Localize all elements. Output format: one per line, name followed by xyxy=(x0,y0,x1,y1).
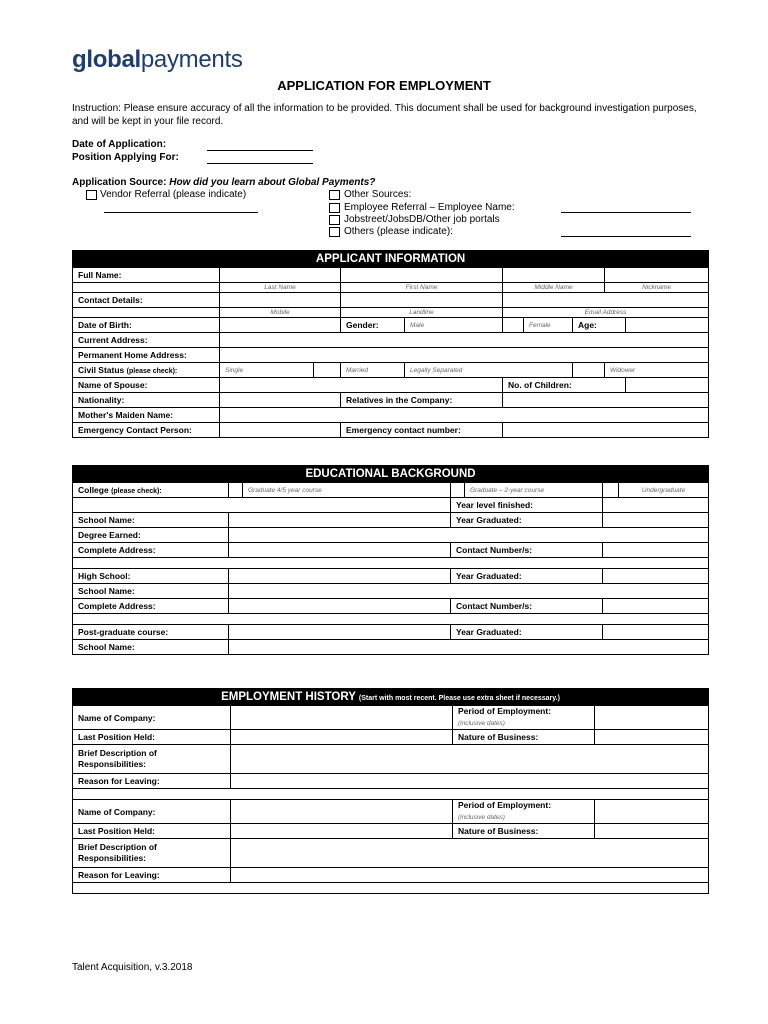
separated-option[interactable]: Legally Separated xyxy=(405,363,573,378)
position-label: Position Applying For: xyxy=(72,152,179,163)
company-logo: globalpayments xyxy=(72,46,243,73)
others-checkbox[interactable] xyxy=(329,227,340,237)
female-option[interactable]: Female xyxy=(524,318,573,333)
nature-label-1: Nature of Business: xyxy=(453,730,595,745)
vendor-referral-label: Vendor Referral (please indicate) xyxy=(100,189,247,200)
age-label: Age: xyxy=(573,318,626,333)
full-name-label: Full Name: xyxy=(73,268,220,283)
reason-label-2: Reason for Leaving: xyxy=(73,868,231,883)
company-cell-2[interactable] xyxy=(231,800,453,824)
vendor-referral-checkbox[interactable] xyxy=(86,190,97,200)
date-of-application-label: Date of Application: xyxy=(72,139,167,150)
dob-label: Date of Birth: xyxy=(73,318,220,333)
pg-year-graduated-label: Year Graduated: xyxy=(451,625,603,640)
employee-name-field[interactable] xyxy=(561,212,691,213)
landline-cell[interactable] xyxy=(341,293,503,308)
nature-label-2: Nature of Business: xyxy=(453,824,595,839)
maiden-name-label: Mother's Maiden Name: xyxy=(73,408,220,423)
email-caption: Email Address xyxy=(503,308,709,318)
college-contact-cell[interactable] xyxy=(603,543,709,558)
hs-contact-cell[interactable] xyxy=(603,599,709,614)
children-cell[interactable] xyxy=(626,378,709,393)
children-label: No. of Children: xyxy=(503,378,626,393)
first-name-cell[interactable] xyxy=(341,268,503,283)
employment-header: EMPLOYMENT HISTORY (Start with most recent. Please use extra sheet if necessary.) xyxy=(73,689,709,706)
period-cell-2[interactable] xyxy=(595,800,709,824)
hs-school-name-label: School Name: xyxy=(73,584,229,599)
position-label-2: Last Position Held: xyxy=(73,824,231,839)
period-cell-1[interactable] xyxy=(595,706,709,730)
educational-background-table xyxy=(72,465,709,655)
nickname-caption: Nickname xyxy=(605,283,709,293)
year-level-cell[interactable] xyxy=(603,498,709,513)
degree-earned-label: Degree Earned: xyxy=(73,528,229,543)
relatives-label: Relatives in the Company: xyxy=(341,393,503,408)
company-label-1: Name of Company: xyxy=(73,706,231,730)
date-of-application-field[interactable] xyxy=(207,150,313,151)
employee-referral-label: Employee Referral – Employee Name: xyxy=(344,202,515,213)
married-option[interactable]: Married xyxy=(341,363,405,378)
post-grad-cell[interactable] xyxy=(229,625,451,640)
emergency-number-cell[interactable] xyxy=(503,423,709,438)
jobstreet-checkbox[interactable] xyxy=(329,215,340,225)
college-label: College (please check): xyxy=(73,483,229,498)
nickname-cell[interactable] xyxy=(605,268,709,283)
college-contact-label: Contact Number/s: xyxy=(451,543,603,558)
applicant-information-table xyxy=(72,250,709,438)
position-label-1: Last Position Held: xyxy=(73,730,231,745)
application-source-label: Application Source: How did you learn about Global Payments? xyxy=(72,177,376,188)
college-year-graduated-cell[interactable] xyxy=(603,513,709,528)
hs-address-label: Complete Address: xyxy=(73,599,229,614)
post-grad-label: Post-graduate course: xyxy=(73,625,229,640)
spouse-label: Name of Spouse: xyxy=(73,378,220,393)
responsibilities-cell-2[interactable] xyxy=(231,839,709,868)
first-name-caption: First Name xyxy=(341,283,503,293)
grad45-option[interactable]: Graduate 4/5 year course xyxy=(243,483,451,498)
widower-option[interactable]: Widower xyxy=(605,363,709,378)
degree-earned-cell[interactable] xyxy=(229,528,709,543)
others-field[interactable] xyxy=(561,236,691,237)
year-level-label: Year level finished: xyxy=(451,498,603,513)
pg-school-name-cell[interactable] xyxy=(229,640,709,655)
male-check-cell[interactable] xyxy=(503,318,524,333)
pg-school-name-label: School Name: xyxy=(73,640,229,655)
employee-referral-checkbox[interactable] xyxy=(329,203,340,213)
reason-cell-1[interactable] xyxy=(231,774,709,789)
company-cell-1[interactable] xyxy=(231,706,453,730)
instruction-text: Instruction: Please ensure accuracy of all the information to be provided. This document shall be used for background investigation purposes, and will be kept in your file record. xyxy=(72,103,697,127)
hs-year-graduated-cell[interactable] xyxy=(603,569,709,584)
emergency-person-label: Emergency Contact Person: xyxy=(73,423,220,438)
last-name-caption: Last Name xyxy=(220,283,341,293)
maiden-name-cell[interactable] xyxy=(220,408,709,423)
college-address-label: Complete Address: xyxy=(73,543,229,558)
emergency-number-label: Emergency contact number: xyxy=(341,423,503,438)
landline-caption: Landline xyxy=(341,308,503,318)
current-address-cell[interactable] xyxy=(220,333,709,348)
pg-year-graduated-cell[interactable] xyxy=(603,625,709,640)
spouse-cell[interactable] xyxy=(220,378,503,393)
grad2-check-cell[interactable] xyxy=(451,483,465,498)
last-name-cell[interactable] xyxy=(220,268,341,283)
others-label: Others (please indicate): xyxy=(344,226,453,237)
hs-address-cell[interactable] xyxy=(229,599,451,614)
college-address-cell[interactable] xyxy=(229,543,451,558)
mobile-caption: Mobile xyxy=(220,308,341,318)
nationality-cell[interactable] xyxy=(220,393,341,408)
current-address-label: Current Address: xyxy=(73,333,220,348)
company-label-2: Name of Company: xyxy=(73,800,231,824)
grad2-option[interactable]: Graduate – 2-year course xyxy=(465,483,603,498)
college-school-name-label: School Name: xyxy=(73,513,229,528)
page-title: APPLICATION FOR EMPLOYMENT xyxy=(277,78,491,93)
responsibilities-cell-1[interactable] xyxy=(231,745,709,774)
civil-status-label: Civil Status (please check): xyxy=(73,363,220,378)
permanent-address-label: Permanent Home Address: xyxy=(73,348,220,363)
high-school-label: High School: xyxy=(73,569,229,584)
single-option[interactable]: Single xyxy=(220,363,314,378)
high-school-cell[interactable] xyxy=(229,569,451,584)
dob-cell[interactable] xyxy=(220,318,341,333)
grad45-check-cell[interactable] xyxy=(229,483,243,498)
employment-history-table xyxy=(72,688,709,894)
period-label-2: Period of Employment: (inclusive dates) xyxy=(453,800,595,824)
gender-label: Gender: xyxy=(341,318,405,333)
contact-details-label: Contact Details: xyxy=(73,293,220,308)
middle-name-cell[interactable] xyxy=(503,268,605,283)
education-header: EDUCATIONAL BACKGROUND xyxy=(73,466,709,483)
permanent-address-cell[interactable] xyxy=(220,348,709,363)
college-school-name-cell[interactable] xyxy=(229,513,451,528)
college-year-graduated-label: Year Graduated: xyxy=(451,513,603,528)
mobile-cell[interactable] xyxy=(220,293,341,308)
position-cell-1[interactable] xyxy=(231,730,453,745)
hs-contact-label: Contact Number/s: xyxy=(451,599,603,614)
vendor-referral-field[interactable] xyxy=(104,212,258,213)
middle-name-caption: Middle Name xyxy=(503,283,605,293)
other-sources-checkbox[interactable] xyxy=(329,190,340,200)
hs-school-name-cell[interactable] xyxy=(229,584,709,599)
reason-cell-2[interactable] xyxy=(231,868,709,883)
applicant-info-header: APPLICANT INFORMATION xyxy=(73,251,709,268)
footer-text: Talent Acquisition, v.3.2018 xyxy=(72,962,193,973)
jobstreet-label: Jobstreet/JobsDB/Other job portals xyxy=(344,214,500,225)
hs-year-graduated-label: Year Graduated: xyxy=(451,569,603,584)
undergrad-option[interactable]: Undergraduate xyxy=(619,483,709,498)
relatives-cell[interactable] xyxy=(503,393,709,408)
period-label-1: Period of Employment: (inclusive dates) xyxy=(453,706,595,730)
position-cell-2[interactable] xyxy=(231,824,453,839)
nature-cell-2[interactable] xyxy=(595,824,709,839)
nature-cell-1[interactable] xyxy=(595,730,709,745)
single-check-cell[interactable] xyxy=(314,363,341,378)
emergency-person-cell[interactable] xyxy=(220,423,341,438)
responsibilities-label-1: Brief Description of Responsibilities: xyxy=(73,745,231,774)
position-field[interactable] xyxy=(207,163,313,164)
reason-label-1: Reason for Leaving: xyxy=(73,774,231,789)
male-option[interactable]: Male xyxy=(405,318,503,333)
other-sources-label: Other Sources: xyxy=(344,189,412,200)
age-cell[interactable] xyxy=(626,318,709,333)
nationality-label: Nationality: xyxy=(73,393,220,408)
responsibilities-label-2: Brief Description of Responsibilities: xyxy=(73,839,231,868)
separated-check-cell[interactable] xyxy=(573,363,605,378)
email-cell[interactable] xyxy=(503,293,709,308)
undergrad-check-cell[interactable] xyxy=(603,483,619,498)
